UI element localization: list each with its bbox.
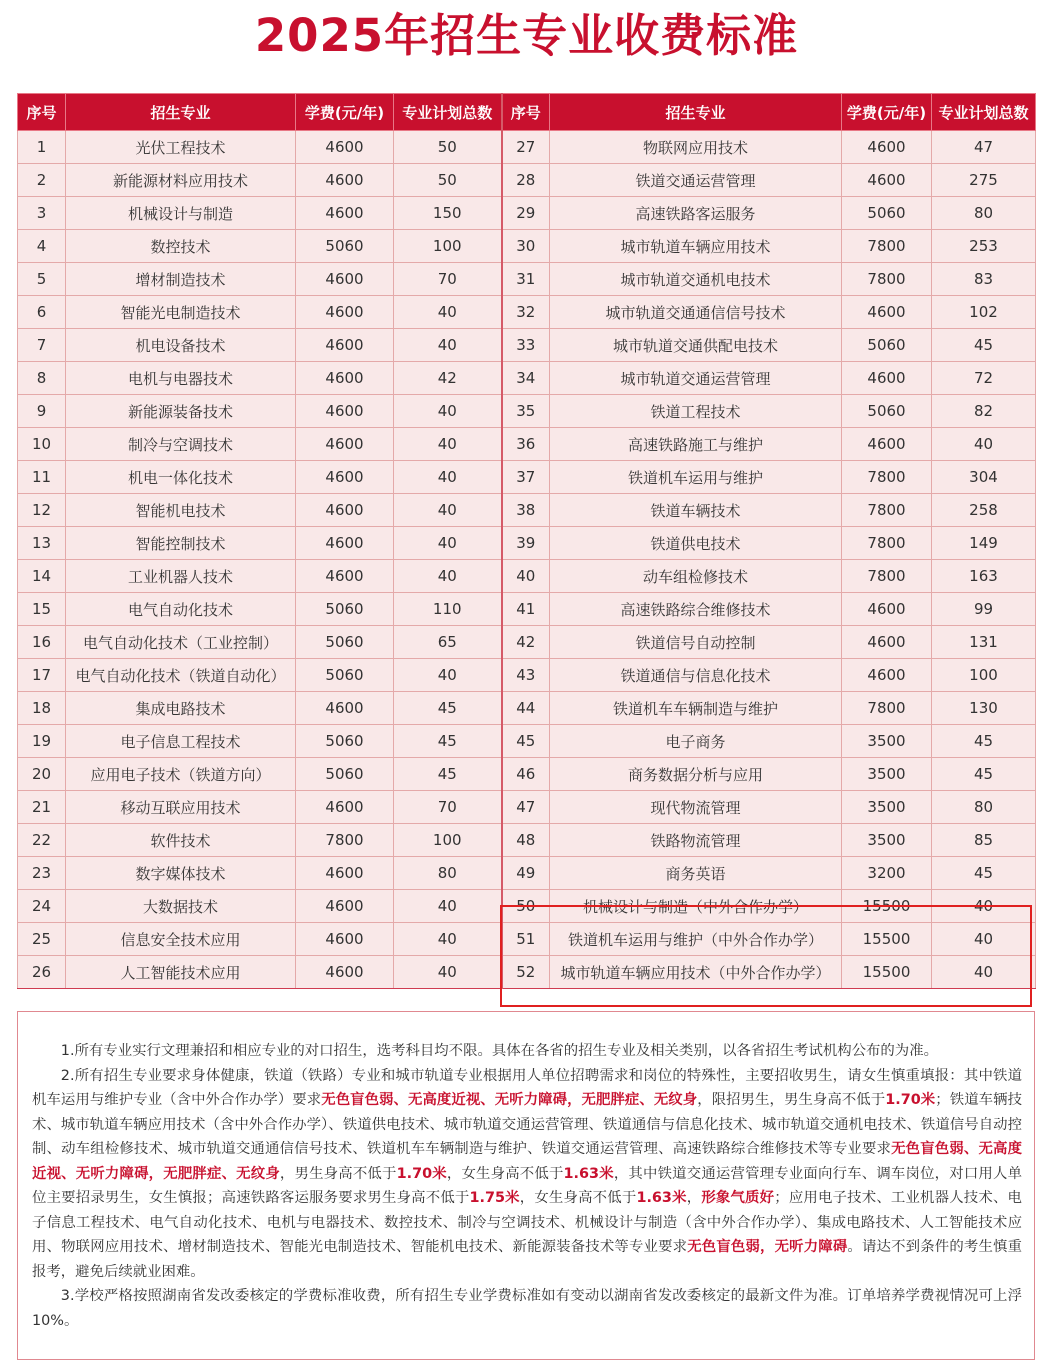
note-text: 。请达不到条件的考生慎重报考，避免后续就业困难。 (32, 1239, 1022, 1280)
cell-plan-left: 70 (394, 263, 502, 296)
cell-plan-right: 45 (932, 758, 1036, 791)
cell-major-left: 应用电子技术（铁道方向） (66, 758, 296, 791)
cell-major-left: 集成电路技术 (66, 692, 296, 725)
cell-plan-right: 100 (932, 659, 1036, 692)
cell-major-left: 电机与电器技术 (66, 362, 296, 395)
table-row (18, 692, 1036, 725)
note-highlight: 1.75米 (469, 1190, 520, 1206)
table-row (18, 131, 1036, 164)
cell-seq-right: 43 (502, 659, 550, 692)
note-highlight: 1.63米 (563, 1165, 614, 1182)
cell-major-right: 机械设计与制造（中外合作办学） (550, 890, 842, 923)
note-text: 1.所有专业实行文理兼招和相应专业的对口招生，选考科目均不限。具体在各省的招生专业及相关类别，以各省招生考试机构公布的为准。 (60, 1043, 938, 1059)
cell-fee-left: 4600 (296, 428, 394, 461)
cell-fee-left: 4600 (296, 527, 394, 560)
cell-plan-right: 102 (932, 296, 1036, 329)
cell-fee-left: 4600 (296, 329, 394, 362)
cell-plan-right: 253 (932, 230, 1036, 263)
cell-plan-left: 45 (394, 758, 502, 791)
cell-fee-right: 15500 (842, 956, 932, 989)
cell-major-right: 铁道工程技术 (550, 395, 842, 428)
cell-seq-left: 6 (18, 296, 66, 329)
cell-fee-right: 4600 (842, 428, 932, 461)
cell-plan-right: 99 (932, 593, 1036, 626)
note-text: ，其中铁道交通运营管理专业面向行车、调车岗位，对口用人单位主要招录男生，女生慎报；高速铁路客运服务要求男生身高不低于 (32, 1165, 1022, 1206)
cell-major-left: 制冷与空调技术 (66, 428, 296, 461)
cell-fee-right: 3500 (842, 758, 932, 791)
table-row (18, 824, 1036, 857)
note-text: ， (686, 1190, 702, 1206)
cell-major-right: 铁道交通运营管理 (550, 164, 842, 197)
header-major-right: 招生专业 (550, 94, 842, 131)
cell-plan-left: 40 (394, 461, 502, 494)
table-row (18, 626, 1036, 659)
cell-seq-right: 30 (502, 230, 550, 263)
cell-plan-right: 163 (932, 560, 1036, 593)
cell-seq-right: 40 (502, 560, 550, 593)
cell-fee-right: 3200 (842, 857, 932, 890)
cell-seq-left: 11 (18, 461, 66, 494)
cell-fee-left: 4600 (296, 560, 394, 593)
cell-major-left: 电气自动化技术 (66, 593, 296, 626)
cell-plan-left: 40 (394, 395, 502, 428)
header-seq-right: 序号 (502, 94, 550, 131)
cell-fee-right: 7800 (842, 263, 932, 296)
cell-major-right: 城市轨道交通机电技术 (550, 263, 842, 296)
cell-fee-right: 7800 (842, 494, 932, 527)
cell-fee-left: 4600 (296, 131, 394, 164)
cell-plan-right: 130 (932, 692, 1036, 725)
cell-plan-left: 50 (394, 131, 502, 164)
cell-seq-left: 2 (18, 164, 66, 197)
page-title: 2025年招生专业收费标准 (254, 9, 799, 62)
cell-major-right: 高速铁路客运服务 (550, 197, 842, 230)
cell-plan-left: 100 (394, 230, 502, 263)
table-row (18, 923, 1036, 956)
cell-seq-left: 3 (18, 197, 66, 230)
cell-seq-left: 22 (18, 824, 66, 857)
cell-plan-left: 50 (394, 164, 502, 197)
cell-plan-left: 40 (394, 329, 502, 362)
cell-major-right: 铁道信号自动控制 (550, 626, 842, 659)
table-row (18, 164, 1036, 197)
cell-plan-left: 40 (394, 428, 502, 461)
cell-plan-right: 40 (932, 428, 1036, 461)
cell-fee-right: 7800 (842, 461, 932, 494)
cell-fee-left: 4600 (296, 395, 394, 428)
cell-plan-right: 80 (932, 791, 1036, 824)
cell-fee-left: 4600 (296, 362, 394, 395)
cell-fee-left: 4600 (296, 494, 394, 527)
header-plan-left: 专业计划总数 (394, 94, 502, 131)
cell-seq-left: 14 (18, 560, 66, 593)
cell-plan-right: 80 (932, 197, 1036, 230)
cell-fee-right: 4600 (842, 164, 932, 197)
cell-seq-left: 24 (18, 890, 66, 923)
cell-fee-left: 4600 (296, 296, 394, 329)
cell-fee-left: 5060 (296, 659, 394, 692)
cell-major-right: 高速铁路施工与维护 (550, 428, 842, 461)
cell-plan-left: 110 (394, 593, 502, 626)
cell-major-left: 电气自动化技术（铁道自动化） (66, 659, 296, 692)
cell-fee-right: 7800 (842, 692, 932, 725)
cell-major-right: 城市轨道车辆应用技术（中外合作办学） (550, 956, 842, 989)
cell-major-right: 铁道机车车辆制造与维护 (550, 692, 842, 725)
cell-major-right: 城市轨道交通通信信号技术 (550, 296, 842, 329)
cell-seq-left: 26 (18, 956, 66, 989)
cell-fee-right: 3500 (842, 824, 932, 857)
cell-fee-right: 4600 (842, 362, 932, 395)
note-text: 2.所有招生专业要求身体健康，铁道（铁路）专业和城市轨道专业根据用人单位招聘需求和岗位的特殊性，主要招收男生，请女生慎重填报：其中铁道机车运用与维护专业（含中外合作办学）要求 (32, 1067, 1022, 1108)
cell-plan-left: 40 (394, 560, 502, 593)
cell-seq-left: 8 (18, 362, 66, 395)
cell-seq-left: 9 (18, 395, 66, 428)
cell-major-right: 铁道供电技术 (550, 527, 842, 560)
table-row (18, 956, 1036, 989)
note-text: ，女生身高不低于 (446, 1165, 564, 1182)
cell-major-left: 光伏工程技术 (66, 131, 296, 164)
cell-major-left: 数控技术 (66, 230, 296, 263)
cell-seq-left: 25 (18, 923, 66, 956)
header-plan-right: 专业计划总数 (932, 94, 1036, 131)
cell-fee-right: 15500 (842, 923, 932, 956)
table-row (18, 362, 1036, 395)
cell-plan-right: 45 (932, 857, 1036, 890)
cell-plan-right: 40 (932, 890, 1036, 923)
cell-fee-left: 4600 (296, 956, 394, 989)
cell-major-right: 物联网应用技术 (550, 131, 842, 164)
cell-plan-right: 72 (932, 362, 1036, 395)
cell-plan-left: 42 (394, 362, 502, 395)
cell-major-right: 铁道机车运用与维护（中外合作办学） (550, 923, 842, 956)
cell-seq-right: 47 (502, 791, 550, 824)
note-text: ；应用电子技术、工业机器人技术、电子信息工程技术、电气自动化技术、电机与电器技术、数控技术、制冷与空调技术、机械设计与制造（含中外合作办学）、集成电路技术、人工智能技术应用、物联网应用技术、增材制造技术、智能光电制造技术、智能机电技术、新能源装备技术等专业要求 (32, 1190, 1022, 1255)
note-text: ；铁道车辆技术、城市轨道车辆应用技术（含中外合作办学）、铁道供电技术、城市轨道交通运营管理、铁道通信与信息化技术、城市轨道交通机电技术、铁道信号自动控制、动车组检修技术、城市轨道交通通信信号技术、铁道机车车辆制造与维护、铁道交通运营管理、高速铁路综合维修技术等专业要求 (32, 1092, 1022, 1157)
cell-plan-right: 149 (932, 527, 1036, 560)
cell-seq-right: 45 (502, 725, 550, 758)
cell-seq-right: 50 (502, 890, 550, 923)
cell-major-left: 工业机器人技术 (66, 560, 296, 593)
cell-fee-right: 7800 (842, 527, 932, 560)
note-highlight: 无色盲色弱、无高度近视、无听力障碍，无肥胖症、无纹身 (32, 1141, 1022, 1182)
cell-plan-left: 65 (394, 626, 502, 659)
cell-plan-left: 70 (394, 791, 502, 824)
table-row (18, 593, 1036, 626)
cell-major-left: 大数据技术 (66, 890, 296, 923)
cell-major-right: 铁道机车运用与维护 (550, 461, 842, 494)
cell-fee-left: 5060 (296, 593, 394, 626)
cell-major-right: 铁路物流管理 (550, 824, 842, 857)
table-row (18, 527, 1036, 560)
note-text: ，女生身高不低于 (519, 1190, 637, 1206)
cell-plan-left: 40 (394, 527, 502, 560)
cell-major-right: 城市轨道交通运营管理 (550, 362, 842, 395)
cell-seq-right: 44 (502, 692, 550, 725)
cell-plan-right: 47 (932, 131, 1036, 164)
cell-fee-right: 5060 (842, 197, 932, 230)
cell-major-left: 数字媒体技术 (66, 857, 296, 890)
table-header-row (18, 94, 1036, 131)
cell-major-left: 电气自动化技术（工业控制） (66, 626, 296, 659)
table-row (18, 725, 1036, 758)
table-row (18, 230, 1036, 263)
cell-seq-right: 31 (502, 263, 550, 296)
cell-fee-right: 4600 (842, 593, 932, 626)
note-1 (32, 1039, 1022, 1064)
cell-seq-left: 12 (18, 494, 66, 527)
cell-major-left: 智能控制技术 (66, 527, 296, 560)
cell-major-left: 增材制造技术 (66, 263, 296, 296)
table-row (18, 461, 1036, 494)
table-row (18, 890, 1036, 923)
table-row (18, 659, 1036, 692)
cell-seq-right: 37 (502, 461, 550, 494)
cell-seq-left: 23 (18, 857, 66, 890)
cell-major-left: 电子信息工程技术 (66, 725, 296, 758)
cell-seq-right: 39 (502, 527, 550, 560)
note-highlight: 1.63米 (636, 1190, 687, 1206)
cell-seq-left: 4 (18, 230, 66, 263)
table-row (18, 857, 1036, 890)
table-row (18, 758, 1036, 791)
cell-major-left: 人工智能技术应用 (66, 956, 296, 989)
cell-major-right: 高速铁路综合维修技术 (550, 593, 842, 626)
note-highlight: 无色盲色弱，无听力障碍 (687, 1239, 848, 1255)
cell-seq-right: 46 (502, 758, 550, 791)
cell-major-left: 智能机电技术 (66, 494, 296, 527)
cell-seq-right: 32 (502, 296, 550, 329)
cell-fee-left: 7800 (296, 824, 394, 857)
table-row (18, 296, 1036, 329)
cell-fee-left: 5060 (296, 230, 394, 263)
cell-seq-left: 15 (18, 593, 66, 626)
cell-plan-left: 100 (394, 824, 502, 857)
cell-plan-right: 82 (932, 395, 1036, 428)
cell-fee-left: 4600 (296, 692, 394, 725)
cell-seq-left: 10 (18, 428, 66, 461)
cell-seq-right: 51 (502, 923, 550, 956)
header-seq-left: 序号 (18, 94, 66, 131)
note-text: ，男生身高不低于 (279, 1165, 397, 1182)
cell-seq-left: 20 (18, 758, 66, 791)
cell-plan-left: 40 (394, 296, 502, 329)
cell-major-left: 智能光电制造技术 (66, 296, 296, 329)
cell-fee-right: 3500 (842, 725, 932, 758)
cell-fee-right: 15500 (842, 890, 932, 923)
cell-fee-right: 7800 (842, 230, 932, 263)
cell-plan-right: 40 (932, 923, 1036, 956)
cell-seq-right: 29 (502, 197, 550, 230)
cell-seq-left: 16 (18, 626, 66, 659)
cell-seq-left: 21 (18, 791, 66, 824)
cell-major-right: 铁道通信与信息化技术 (550, 659, 842, 692)
cell-seq-left: 5 (18, 263, 66, 296)
notes-section (17, 1011, 1035, 1360)
table-row (18, 494, 1036, 527)
cell-plan-left: 40 (394, 659, 502, 692)
cell-seq-left: 18 (18, 692, 66, 725)
cell-major-left: 机电一体化技术 (66, 461, 296, 494)
cell-plan-right: 275 (932, 164, 1036, 197)
cell-major-right: 商务英语 (550, 857, 842, 890)
cell-major-right: 动车组检修技术 (550, 560, 842, 593)
cell-plan-left: 45 (394, 725, 502, 758)
note-text: 3.学校严格按照湖南省发改委核定的学费标准收费，所有招生专业学费标准如有变动以湖南省发改委核定的最新文件为准。订单培养学费视情况可上浮10%。 (32, 1288, 1022, 1329)
cell-major-right: 商务数据分析与应用 (550, 758, 842, 791)
header-major-left: 招生专业 (66, 94, 296, 131)
cell-major-right: 城市轨道车辆应用技术 (550, 230, 842, 263)
cell-plan-right: 304 (932, 461, 1036, 494)
header-fee-right: 学费(元/年) (842, 94, 932, 131)
cell-major-right: 铁道车辆技术 (550, 494, 842, 527)
note-2 (32, 1064, 1022, 1285)
cell-plan-left: 40 (394, 923, 502, 956)
cell-seq-right: 35 (502, 395, 550, 428)
cell-fee-left: 4600 (296, 164, 394, 197)
table-row (18, 197, 1036, 230)
table-row (18, 560, 1036, 593)
note-highlight: 1.70米 (396, 1165, 447, 1182)
cell-fee-left: 5060 (296, 725, 394, 758)
cell-plan-left: 40 (394, 956, 502, 989)
table-row (18, 791, 1036, 824)
cell-major-left: 机电设备技术 (66, 329, 296, 362)
cell-fee-right: 5060 (842, 329, 932, 362)
note-text: ，限招男生，男生身高不低于 (697, 1092, 886, 1108)
cell-major-left: 信息安全技术应用 (66, 923, 296, 956)
cell-major-left: 移动互联应用技术 (66, 791, 296, 824)
cell-plan-left: 150 (394, 197, 502, 230)
cell-fee-right: 4600 (842, 131, 932, 164)
cell-plan-right: 258 (932, 494, 1036, 527)
cell-fee-left: 4600 (296, 263, 394, 296)
cell-seq-right: 49 (502, 857, 550, 890)
cell-seq-right: 27 (502, 131, 550, 164)
cell-fee-left: 5060 (296, 626, 394, 659)
cell-plan-right: 45 (932, 329, 1036, 362)
note-3 (32, 1284, 1022, 1333)
cell-plan-right: 40 (932, 956, 1036, 989)
cell-seq-right: 48 (502, 824, 550, 857)
cell-plan-left: 80 (394, 857, 502, 890)
cell-major-left: 新能源装备技术 (66, 395, 296, 428)
cell-seq-right: 33 (502, 329, 550, 362)
cell-plan-right: 45 (932, 725, 1036, 758)
cell-seq-right: 52 (502, 956, 550, 989)
note-highlight: 形象气质好 (701, 1190, 775, 1206)
cell-plan-right: 131 (932, 626, 1036, 659)
cell-plan-left: 40 (394, 494, 502, 527)
cell-fee-left: 4600 (296, 197, 394, 230)
cell-fee-right: 4600 (842, 296, 932, 329)
cell-plan-left: 45 (394, 692, 502, 725)
cell-seq-right: 34 (502, 362, 550, 395)
cell-fee-right: 4600 (842, 659, 932, 692)
cell-fee-left: 4600 (296, 791, 394, 824)
cell-major-right: 电子商务 (550, 725, 842, 758)
cell-seq-right: 41 (502, 593, 550, 626)
table-row (18, 263, 1036, 296)
table-row (18, 428, 1036, 461)
cell-seq-right: 36 (502, 428, 550, 461)
note-highlight: 无色盲色弱、无高度近视、无听力障碍，无肥胖症、无纹身 (321, 1092, 698, 1108)
cell-seq-right: 28 (502, 164, 550, 197)
cell-fee-left: 4600 (296, 890, 394, 923)
cell-major-left: 新能源材料应用技术 (66, 164, 296, 197)
cell-plan-right: 85 (932, 824, 1036, 857)
cell-fee-left: 4600 (296, 857, 394, 890)
cell-major-right: 现代物流管理 (550, 791, 842, 824)
fee-table (17, 93, 1036, 989)
cell-seq-left: 1 (18, 131, 66, 164)
cell-seq-left: 19 (18, 725, 66, 758)
cell-seq-right: 42 (502, 626, 550, 659)
cell-seq-left: 13 (18, 527, 66, 560)
cell-fee-left: 4600 (296, 461, 394, 494)
cell-fee-right: 5060 (842, 395, 932, 428)
cell-seq-left: 7 (18, 329, 66, 362)
cell-fee-right: 3500 (842, 791, 932, 824)
cell-seq-right: 38 (502, 494, 550, 527)
note-highlight: 1.70米 (885, 1092, 936, 1108)
cell-plan-right: 83 (932, 263, 1036, 296)
cell-plan-left: 40 (394, 890, 502, 923)
header-fee-left: 学费(元/年) (296, 94, 394, 131)
cell-fee-left: 5060 (296, 758, 394, 791)
table-row (18, 395, 1036, 428)
cell-fee-right: 7800 (842, 560, 932, 593)
cell-major-right: 城市轨道交通供配电技术 (550, 329, 842, 362)
cell-major-left: 软件技术 (66, 824, 296, 857)
cell-fee-left: 4600 (296, 923, 394, 956)
cell-major-left: 机械设计与制造 (66, 197, 296, 230)
table-row (18, 329, 1036, 362)
cell-seq-left: 17 (18, 659, 66, 692)
cell-fee-right: 4600 (842, 626, 932, 659)
